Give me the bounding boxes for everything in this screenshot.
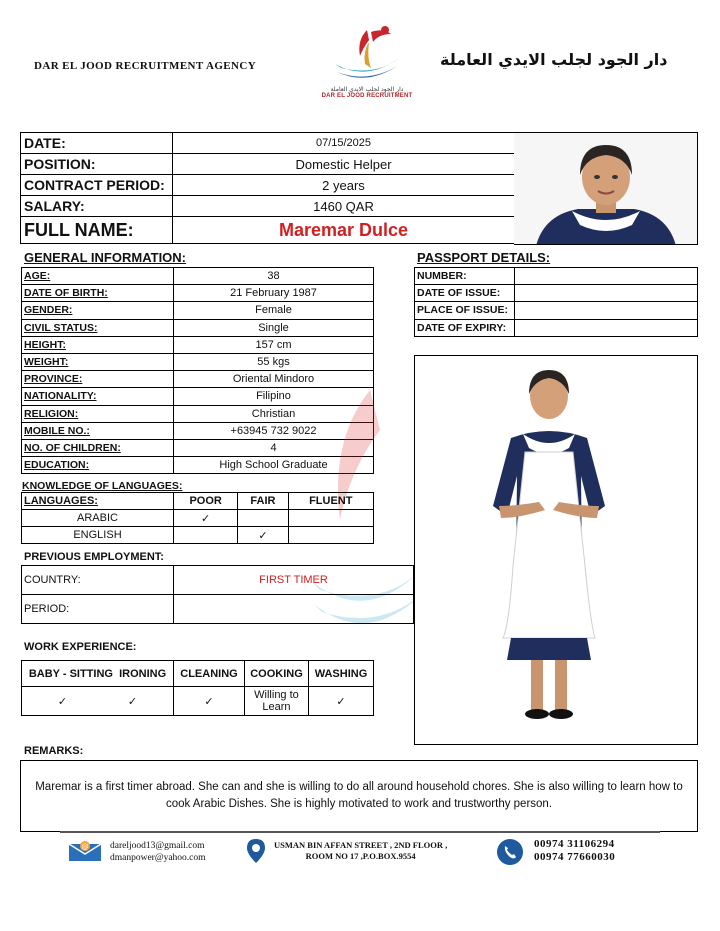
logo-figure-icon [327,24,407,86]
general-info-label: EDUCATION: [22,457,174,474]
contract-label: CONTRACT PERIOD: [21,175,173,196]
passport-title: PASSPORT DETAILS: [417,250,551,265]
country-label: COUNTRY: [22,566,174,595]
language-poor-cell [174,527,238,544]
email-secondary[interactable]: dmanpower@yahoo.com [110,853,206,863]
phone-secondary[interactable]: 00974 77660030 [534,851,616,863]
headshot-photo [514,132,698,245]
language-fluent-cell [288,510,373,527]
languages-header: LANGUAGES: [22,493,174,510]
general-info-value: High School Graduate [174,457,374,474]
skill-header: IRONING [119,667,167,680]
general-info-value: 21 February 1987 [174,285,374,302]
general-info-title: GENERAL INFORMATION: [24,250,187,265]
phone-primary[interactable]: 00974 31106294 [534,838,615,850]
general-info-value: 157 cm [174,336,374,353]
language-row [22,527,374,544]
passport-value [515,285,698,302]
general-info-label: HEIGHT: [22,336,174,353]
employment-table [21,565,414,624]
general-info-value: 38 [174,268,374,285]
remarks-text: Maremar is a first timer abroad. She can and she is willing to do all around household chores. She is also willing to learn how to cook Arabic Dishes. She is highly motivated to work and trustworthy person. [35,781,683,810]
svg-text:@: @ [81,843,89,851]
language-name: ARABIC [22,510,174,527]
general-info-row [22,439,374,456]
logo-arabic-text: دار الجود لجلب الايدي العاملة [330,86,404,93]
general-info-label: NO. OF CHILDREN: [22,439,174,456]
skill-header: WASHING [308,661,373,687]
phone-icon [496,838,524,866]
general-info-row [22,268,374,285]
language-row [22,510,374,527]
skill-header: CLEANING [174,661,245,687]
general-info-label: NATIONALITY: [22,388,174,405]
passport-value [515,302,698,319]
general-info-value: Oriental Mindoro [174,371,374,388]
agency-logo [312,24,422,108]
passport-row [415,319,698,336]
general-info-table [21,267,374,474]
general-info-value: Christian [174,405,374,422]
checkmark-icon: ✓ [308,687,373,716]
date-label: DATE: [21,133,173,154]
general-info-row [22,388,374,405]
passport-row [415,302,698,319]
general-info-label: GENDER: [22,302,174,319]
agency-name-en: DAR EL JOOD RECRUITMENT AGENCY [34,60,257,72]
date-value: 07/15/2025 [173,133,515,154]
remarks-box [20,760,698,832]
mail-icon [68,840,102,862]
address-line-2: ROOM NO 17 ,P.O.BOX.9554 [305,851,416,861]
general-info-row [22,353,374,370]
general-info-label: RELIGION: [22,405,174,422]
level-fair-header: FAIR [238,493,288,510]
general-info-value: 4 [174,439,374,456]
languages-title: KNOWLEDGE OF LANGUAGES: [22,480,183,492]
general-info-label: MOBILE NO.: [22,422,174,439]
address-line-1: USMAN BIN AFFAN STREET , 2ND FLOOR , [274,840,448,850]
general-info-label: DATE OF BIRTH: [22,285,174,302]
general-info-row [22,285,374,302]
work-experience-table [21,660,374,716]
general-info-row [22,336,374,353]
languages-table [21,492,374,544]
previous-employment-title: PREVIOUS EMPLOYMENT: [24,551,164,563]
general-info-row [22,457,374,474]
general-info-value: +63945 732 9022 [174,422,374,439]
salary-value: 1460 QAR [173,196,515,217]
checkmark-icon: ✓ [127,695,138,708]
passport-row [415,268,698,285]
general-info-row [22,405,374,422]
passport-value [515,319,698,336]
general-info-label: WEIGHT: [22,353,174,370]
passport-label: DATE OF EXPIRY: [415,319,515,336]
level-fluent-header: FLUENT [288,493,373,510]
summary-table [20,132,515,244]
footer-address [274,840,447,862]
footer-divider [60,831,660,833]
checkmark-icon: ✓ [174,510,238,527]
general-info-label: CIVIL STATUS: [22,319,174,336]
general-info-label: AGE: [22,268,174,285]
agency-name-ar: دار الجود لجلب الايدي العاملة [440,50,668,69]
period-value [174,595,414,624]
work-experience-title: WORK EXPERIENCE: [24,641,137,653]
checkmark-icon: ✓ [174,687,245,716]
passport-label: PLACE OF ISSUE: [415,302,515,319]
position-label: POSITION: [21,154,173,175]
position-value: Domestic Helper [173,154,515,175]
general-info-value: Single [174,319,374,336]
passport-label: DATE OF ISSUE: [415,285,515,302]
salary-label: SALARY: [21,196,173,217]
footer-phones [534,838,615,864]
fullname-value: Maremar Dulce [173,217,515,244]
passport-label: NUMBER: [415,268,515,285]
language-fair-cell [238,510,288,527]
logo-english-text: DAR EL JOOD RECRUITMENT [321,93,413,99]
passport-table [414,267,698,337]
general-info-row [22,422,374,439]
contract-value: 2 years [173,175,515,196]
email-primary[interactable]: dareljood13@gmail.com [110,841,205,851]
country-value: FIRST TIMER [174,566,414,595]
general-info-label: PROVINCE: [22,371,174,388]
general-info-value: 55 kgs [174,353,374,370]
footer-emails [110,840,206,864]
language-fluent-cell [288,527,373,544]
general-info-row [22,302,374,319]
fullname-label: FULL NAME: [21,217,173,244]
checkmark-icon: ✓ [57,695,68,708]
skill-header-babysitting-ironing [22,661,174,687]
skill-value-babysitting-ironing [22,687,174,716]
passport-value [515,268,698,285]
skill-header: COOKING [244,661,308,687]
language-name: ENGLISH [22,527,174,544]
passport-row [415,285,698,302]
period-label: PERIOD: [22,595,174,624]
general-info-row [22,319,374,336]
general-info-value: Female [174,302,374,319]
location-pin-icon [246,838,266,864]
cooking-value: Willing to Learn [244,687,308,716]
level-poor-header: POOR [174,493,238,510]
remarks-title: REMARKS: [24,745,84,757]
checkmark-icon: ✓ [238,527,288,544]
general-info-row [22,371,374,388]
general-info-value: Filipino [174,388,374,405]
full-body-photo [414,355,698,745]
skill-header: BABY - SITTING [28,667,113,680]
